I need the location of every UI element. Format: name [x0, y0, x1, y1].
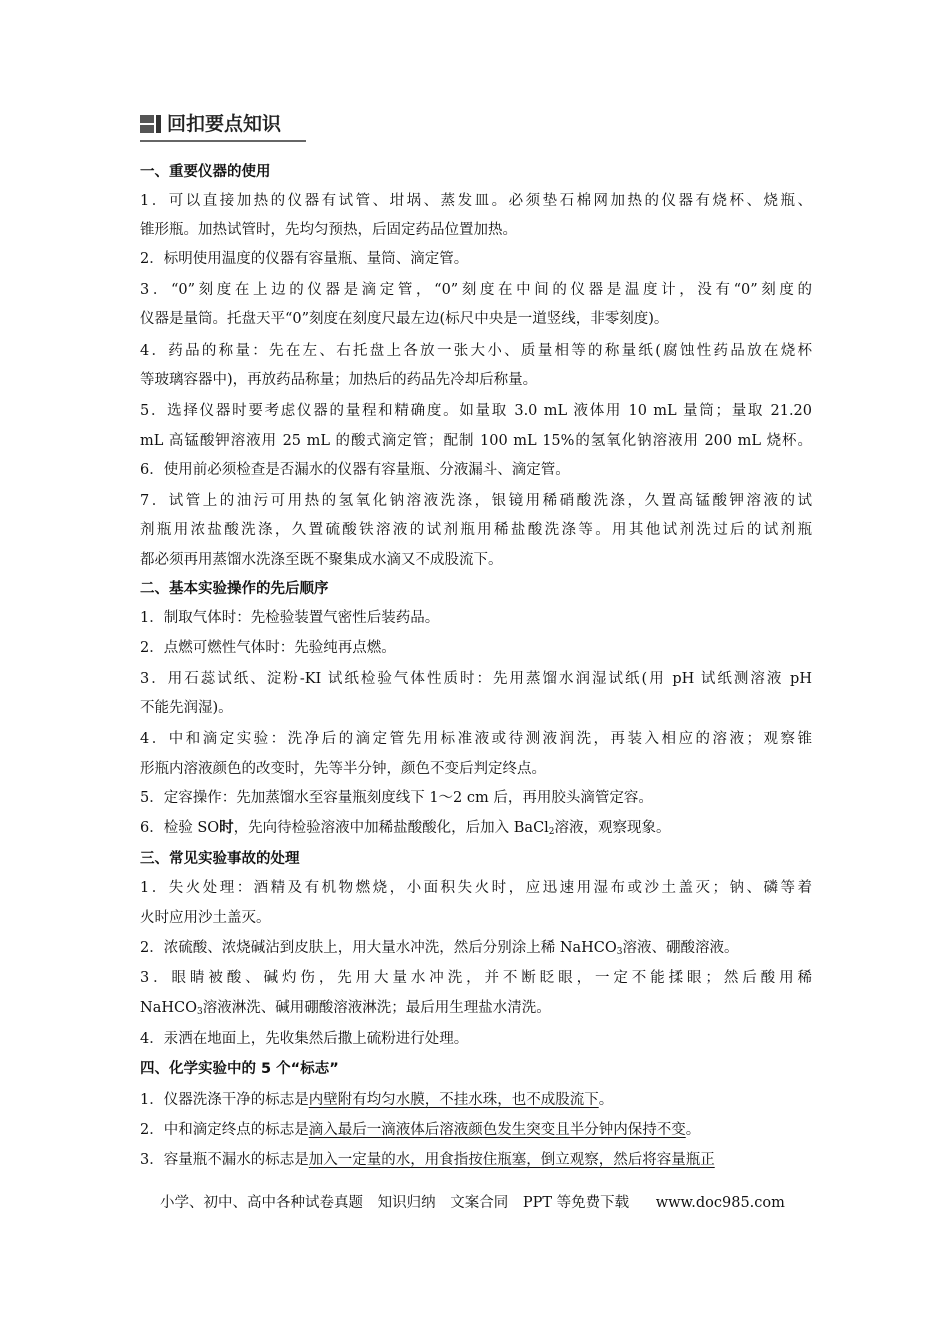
subscript: 3	[196, 1007, 203, 1017]
section-marker-icon	[140, 115, 161, 133]
underlined-answer: 加入一定量的水，用食指按住瓶塞，倒立观察，然后将容量瓶正	[308, 1152, 715, 1168]
text-fragment: 1．仪器洗涤干净的标志是	[140, 1092, 309, 1108]
heading-five-indicators: 四、化学实验中的 5 个“标志”	[140, 1061, 339, 1077]
text-fragment: NaHCO	[140, 1000, 197, 1016]
paragraph-line: 2．点燃可燃性气体时：先验纯再点燃。	[140, 640, 396, 656]
paragraph-line: 锥形瓶。加热试管时，先均匀预热，后固定药品位置加热。	[140, 222, 517, 238]
paragraph-line	[140, 938, 739, 958]
underlined-answer: 内壁附有均匀水膜，不挂水珠，也不成股流下	[308, 1092, 599, 1108]
paragraph-line: 火时应用沙土盖灭。	[140, 910, 271, 926]
paragraph-line: 3．“0”刻度在上边的仪器是滴定管，“0”刻度在中间的仪器是温度计，没有“0”刻度的	[140, 282, 812, 298]
footer-text: 知识归纳	[377, 1195, 436, 1211]
footer-text: 文案合同	[450, 1195, 509, 1211]
paragraph-line: 3．眼睛被酸、碱灼伤，先用大量水冲洗，并不断眨眼，一定不能揉眼；然后酸用稀	[140, 970, 812, 986]
footer-text: 小学、初中、高中各种试卷真题	[160, 1195, 363, 1211]
paragraph-line: 剂瓶用浓盐酸洗涤，久置硫酸铁溶液的试剂瓶用稀盐酸洗涤等。用其他试剂洗过后的试剂瓶	[140, 522, 812, 538]
text-fragment: ，先向待检验溶液中加稀盐酸酸化，后加入 BaCl	[233, 820, 549, 836]
text-fragment: 溶液、硼酸溶液。	[622, 940, 739, 956]
paragraph-line: 1．制取气体时：先检验装置气密性后装药品。	[140, 610, 440, 626]
text-fragment: 。	[598, 1092, 614, 1108]
paragraph-line: 4．药品的称量：先在左、右托盘上各放一张大小、质量相等的称量纸(腐蚀性药品放在烧杯	[140, 343, 812, 359]
paragraph-line	[140, 998, 551, 1018]
text-fragment: 2．中和滴定终点的标志是	[140, 1122, 309, 1138]
paragraph-line: 等玻璃容器中)，再放药品称量；加热后的药品先冷却后称量。	[140, 372, 538, 388]
heading-instruments: 一、重要仪器的使用	[140, 164, 271, 180]
footer-text: PPT 等免费下载	[522, 1195, 630, 1211]
paragraph-line: 1．可以直接加热的仪器有试管、坩埚、蒸发皿。必须垫石棉网加热的仪器有烧杯、烧瓶、	[140, 193, 812, 209]
paragraph-line: mL 高锰酸钾溶液用 25 mL 的酸式滴定管；配制 100 mL 15%的氢氧化钠溶液用 200 mL 烧杯。	[140, 433, 812, 449]
underlined-answer: 滴入最后一滴液体后溶液颜色发生突变且半分钟内保持不变	[308, 1122, 686, 1138]
paragraph-line: 6．使用前必须检查是否漏水的仪器有容量瓶、分液漏斗、滴定管。	[140, 462, 570, 478]
section-title: 回扣要点知识	[167, 113, 282, 135]
text-fragment: 。	[685, 1122, 701, 1138]
text-fragment: 时	[219, 820, 234, 836]
paragraph-line: 5．选择仪器时要考虑仪器的量程和精确度。如量取 3.0 mL 液体用 10 mL 量筒；量取 21.20	[140, 403, 812, 419]
paragraph-line	[140, 818, 671, 838]
paragraph-line: 2．标明使用温度的仪器有容量瓶、量筒、滴定管。	[140, 251, 469, 267]
paragraph-line: 1．失火处理：酒精及有机物燃烧，小面积失火时，应迅速用湿布或沙土盖灭；钠、磷等着	[140, 880, 812, 896]
paragraph-line: 不能先润湿)。	[140, 700, 233, 716]
paragraph-line: 7．试管上的油污可用热的氢氧化钠溶液洗涤，银镜用稀硝酸洗涤，久置高锰酸钾溶液的试	[140, 493, 812, 509]
heading-accident-handling: 三、常见实验事故的处理	[140, 851, 300, 867]
subscript: 3	[616, 947, 623, 957]
paragraph-line: 形瓶内溶液颜色的改变时，先等半分钟，颜色不变后判定终点。	[140, 761, 546, 777]
subscript: 2	[548, 827, 555, 837]
text-fragment: 6．检验 SO	[140, 820, 220, 836]
paragraph-line: 5．定容操作：先加蒸馏水至容量瓶刻度线下 1～2 cm 后，再用胶头滴管定容。	[140, 790, 653, 806]
heading-operation-order: 二、基本实验操作的先后顺序	[140, 581, 329, 597]
paragraph-line: 4．汞洒在地面上，先收集然后撒上硫粉进行处理。	[140, 1031, 469, 1047]
footer-url: www.doc985.com	[655, 1195, 785, 1211]
text-fragment: 溶液淋洗、碱用硼酸溶液淋洗；最后用生理盐水清洗。	[202, 1000, 551, 1016]
paragraph-line: 仪器是量筒。托盘天平“0”刻度在刻度尺最左边(标尺中央是一道竖线，非零刻度)。	[140, 311, 669, 327]
section-header	[140, 112, 306, 142]
paragraph-line: 3．用石蕊试纸、淀粉-KI 试纸检验气体性质时：先用蒸馏水润湿试纸(用 pH 试纸测溶液 pH	[140, 671, 812, 687]
paragraph-line	[140, 1120, 700, 1140]
page-footer	[160, 1193, 795, 1213]
paragraph-line: 都必须再用蒸馏水洗涤至既不聚集成水滴又不成股流下。	[140, 552, 503, 568]
text-fragment: 3．容量瓶不漏水的标志是	[140, 1152, 309, 1168]
paragraph-line	[140, 1090, 613, 1110]
paragraph-line	[140, 1150, 715, 1170]
text-fragment: 溶液，观察现象。	[554, 820, 671, 836]
paragraph-line: 4．中和滴定实验：洗净后的滴定管先用标准液或待测液润洗，再装入相应的溶液；观察锥	[140, 731, 812, 747]
text-fragment: 2．浓硫酸、浓烧碱沾到皮肤上，用大量水冲洗，然后分别涂上稀 NaHCO	[140, 940, 617, 956]
